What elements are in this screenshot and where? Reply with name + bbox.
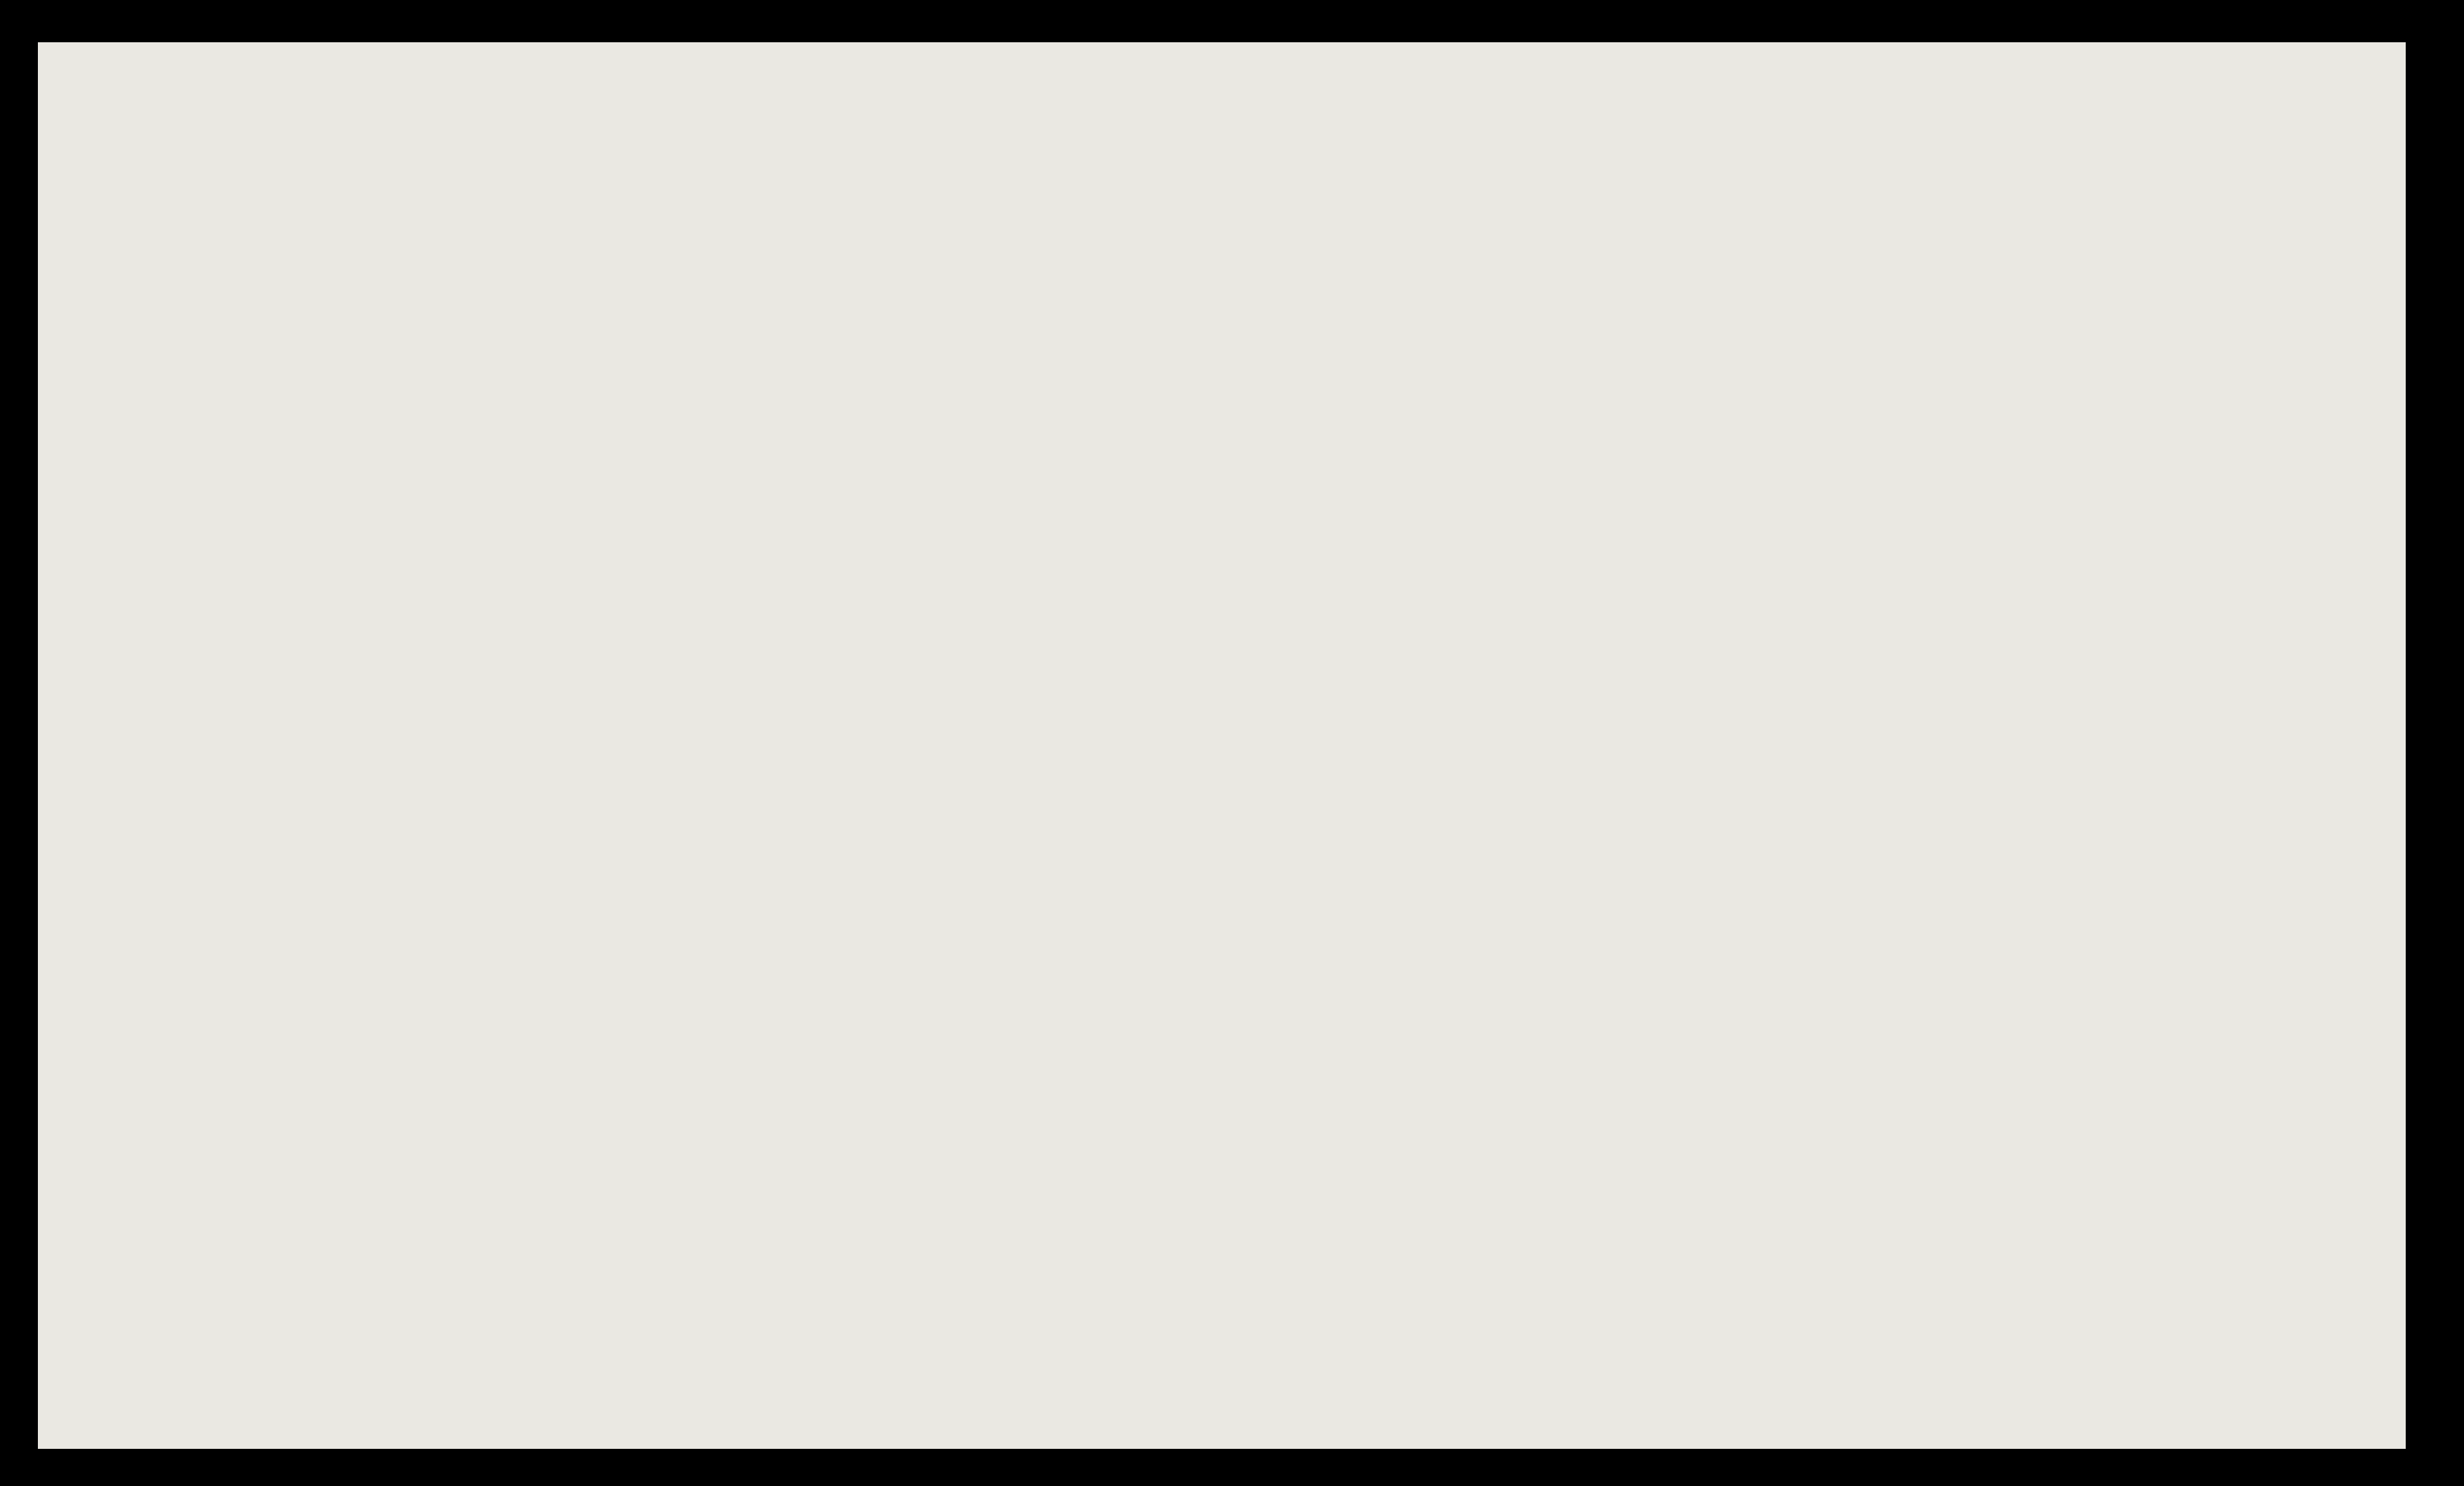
census-card <box>38 42 2406 1449</box>
form-grid-lines <box>38 42 2406 1449</box>
